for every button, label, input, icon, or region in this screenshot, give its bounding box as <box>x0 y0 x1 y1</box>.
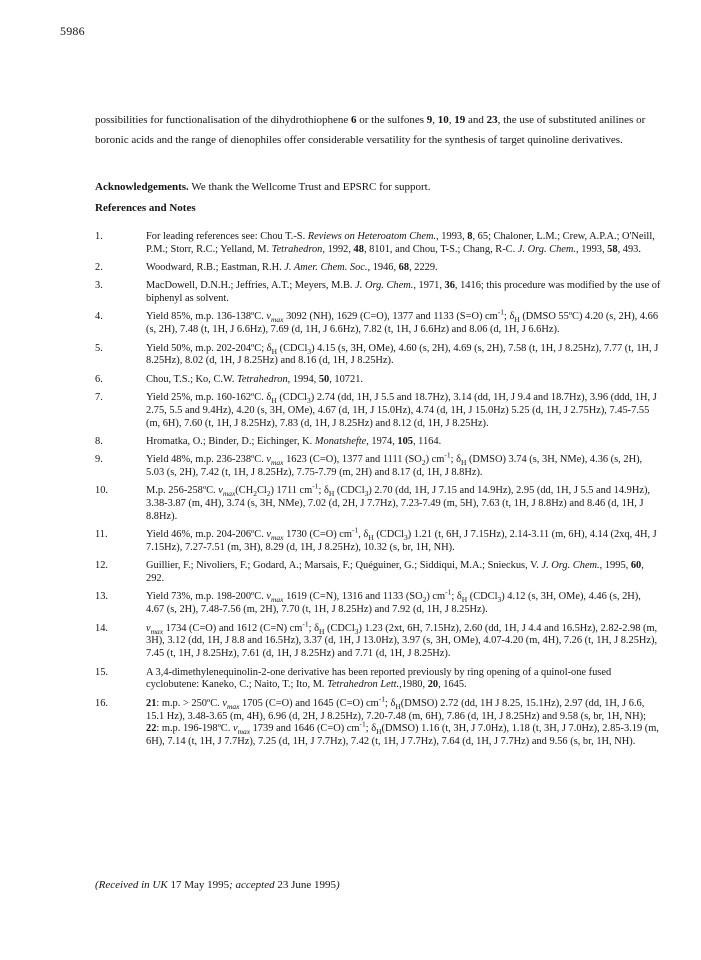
text-run: (DMSO) 3.74 (s, 3H, NMe), 4.36 (s, 2H), 5.03 (s, 2H), 7.42 (t, 1H, J 8.25Hz), 7.75-7.79 (m, 2H) and 8.17 (d, 1H, J 8.8Hz). <box>146 454 643 478</box>
text-run: Yield 73%, m.p. 198-200ºC. <box>146 591 267 603</box>
superscript: -1 <box>444 450 451 460</box>
reference-number: 14. <box>95 622 108 634</box>
text-run: , <box>358 529 364 541</box>
subscript: max <box>271 533 284 543</box>
reference-number: 10. <box>95 485 108 497</box>
reference-number: 7. <box>95 391 103 403</box>
compound-ref: 6 <box>351 114 357 126</box>
delta-symbol: δ <box>266 342 272 354</box>
reference-item <box>95 587 661 617</box>
text-run: , 2229. <box>409 262 438 274</box>
subscript: H <box>514 315 520 325</box>
superscript: -1 <box>497 307 504 317</box>
subscript: H <box>328 489 335 499</box>
delta-symbol: δ <box>314 622 319 634</box>
subscript: 3 <box>354 626 359 636</box>
subscript: H <box>271 395 277 405</box>
volume: 60 <box>630 560 642 572</box>
text-run: ) 2.74 (dd, 1H, J 5.5 and 18.7Hz), 3.14 (dd, 1H, J 9.4 and 18.7Hz), 3.96 (ddd, 1H, J 2.75, 5.5 and 9.4Hz), 4.20 (s, 3H, OMe), 4.67 (d, 1H, J 15.0Hz), 4.74 (d, 1H, J 15.0Hz) 5.25 (d, 1H, J 2.75Hz), 7.45-7.55 (m, 6H), 7.60 (t, 1H, J 8.25Hz), 7.83 (d, 1H, J 8.25Hz) and 8.12 (d, 1H, J 8.25Hz). <box>146 391 657 429</box>
delta-symbol: δ <box>363 529 369 541</box>
acknowledgements-text: We thank the Wellcome Trust and EPSRC for support. <box>188 181 431 193</box>
text-run: Yield 85%, m.p. 136-138ºC. <box>146 311 267 323</box>
delta-symbol: δ <box>390 697 396 709</box>
text-run: (DMSO) 2.72 (dd, 1H J 8.25, 15.1Hz), 2.97 (dd, 1H, J 6.6, 15.1 Hz), 3.48-3.65 (m, 4H), 6.96 (d, 2H, J 8.25Hz), 7.20-7.48 (m, 6H), 7.86 (d, 1H, J 8.25Hz) and 9.58 (s, br, 1H, NH); <box>146 697 646 722</box>
text-run: ) cm <box>425 454 445 466</box>
text-run: Woodward, R.B.; Eastman, R.H. <box>146 262 285 274</box>
journal-name: Monatshefte <box>314 435 367 447</box>
text-run: (CDCl <box>276 391 308 403</box>
volume: 36 <box>444 280 455 292</box>
volume: 68 <box>398 262 410 274</box>
text-run: (CDCl <box>277 342 308 354</box>
reference-item <box>95 694 661 750</box>
nu-symbol: ν <box>222 697 227 709</box>
subscript: 3 <box>307 395 311 405</box>
text-run: 1705 (C=O) and 1645 (C=O) cm <box>239 697 379 709</box>
text-run: ; <box>308 622 315 634</box>
reference-number: 9. <box>95 454 103 466</box>
journal-name: Tetrahedron Lett. <box>327 679 400 691</box>
compound-ref: 21 <box>146 697 157 709</box>
delta-symbol: δ <box>371 723 377 735</box>
text-run: ) <box>336 879 340 891</box>
text-run: , 1164. <box>412 435 442 447</box>
reference-item <box>95 307 661 337</box>
compound-ref: 19 <box>454 114 466 126</box>
reference-item <box>95 280 661 306</box>
subscript: H <box>461 595 468 605</box>
text-run: (CDCl <box>334 485 365 497</box>
delta-symbol: δ <box>509 311 515 323</box>
text-run: , 1993, <box>436 231 468 242</box>
superscript: -1 <box>445 587 452 597</box>
text-run: 1619 (C=N), 1316 and 1133 (SO <box>283 591 423 603</box>
journal-name: J. Org. Chem. <box>355 280 414 292</box>
text-run: ; <box>451 591 457 603</box>
subscript: max <box>237 727 251 737</box>
text-run: , 10721. <box>329 373 363 385</box>
subscript: 2 <box>422 595 427 605</box>
subscript: 3 <box>497 595 502 605</box>
nu-symbol: ν <box>232 723 238 735</box>
subscript: max <box>271 595 284 605</box>
text-run: , <box>432 114 438 126</box>
reference-item <box>95 343 661 369</box>
text-run: (CDCl <box>373 529 405 541</box>
subscript: 2 <box>421 458 426 468</box>
delta-symbol: δ <box>456 591 462 603</box>
text-run: , 1993, <box>576 243 608 255</box>
volume: 50 <box>318 373 330 385</box>
text-run: , the use of substituted anilines or boronic acids and the range of dienophiles offer considerable versatility for the synthesis of target quinoline derivatives. <box>95 114 646 146</box>
reference-number: 15. <box>95 666 108 678</box>
reference-item <box>95 392 661 431</box>
text-run: , 1992, <box>322 243 354 255</box>
text-run: Guillier, F.; Nivoliers, F.; Godard, A.; Marsais, F.; Quéguiner, G.; Siddiqui, M.A.; Snieckus, V. <box>146 560 542 572</box>
text-run: (CDCl <box>324 622 355 634</box>
accepted-date: 23 June 1995 <box>277 879 337 891</box>
intro-paragraph <box>95 110 661 150</box>
superscript: -1 <box>302 619 309 629</box>
text-run: Hromatka, O.; Binder, D.; Eichinger, K. <box>146 435 315 447</box>
text-run: ) 2.70 (dd, 1H, J 7.15 and 14.9Hz), 2.95 (dd, 1H, J 5.5 and 14.9Hz), 3.38-3.87 (m, 4H), 3.74 (s, 3H, NMe), 7.02 (d, 2H, J 7.7Hz), 7.23-7.49 (m, 5H), 7.63 (t, 1H, J 8.8Hz) and 8.46 (d, 1H, J 8.8Hz). <box>146 485 651 522</box>
nu-symbol: ν <box>266 454 272 466</box>
delta-symbol: δ <box>266 391 272 403</box>
text-run: 3092 (NH), 1629 (C=O), 1377 and 1133 (S=O) cm <box>283 311 498 323</box>
received-line <box>95 879 340 891</box>
reference-number: 1. <box>95 231 103 242</box>
reference-item <box>95 436 661 449</box>
text-run: ; <box>503 311 510 323</box>
text-run: (DMSO 55ºC) 4.20 (s, 2H), 4.66 (s, 2H), 7.48 (t, 1H, J 6.6Hz), 7.69 (d, 1H, J 6.6Hz), 7.82 (t, 1H, J 6.6Hz) and 8.06 (d, 1H, J 6.6Hz). <box>146 311 659 336</box>
text-run: Yield 50%, m.p. 202-204ºC; <box>146 342 267 354</box>
volume: 48 <box>353 243 364 255</box>
subscript: max <box>271 458 284 468</box>
text-run: For leading references see: Chou T.-S. <box>146 231 308 242</box>
superscript: -1 <box>312 481 319 491</box>
volume: 8 <box>467 231 473 242</box>
compound-ref: 23 <box>486 114 498 126</box>
delta-symbol: δ <box>323 485 329 497</box>
subscript: H <box>395 701 401 711</box>
text-run: , 1974, <box>366 435 398 447</box>
superscript: -1 <box>378 694 385 704</box>
text-run: MacDowell, D.N.H.; Jeffries, A.T.; Meyers, M.B. <box>146 280 356 292</box>
text-run: ; <box>365 723 372 735</box>
subscript: 3 <box>404 533 408 543</box>
text-run: 1739 and 1646 (C=O) cm <box>250 723 360 735</box>
journal-name: Tetrahedron <box>271 243 323 255</box>
text-run: ) 1.21 (t, 6H, J 7.15Hz), 2.14-3.11 (m, 6H), 4.14 (2xq, 4H, J 7.15Hz), 7.27-7.51 (m, 3H), 8.29 (d, 1H, J 8.25Hz), 10.32 (s, br, 1H, NH). <box>146 529 657 554</box>
reference-number: 4. <box>95 311 103 323</box>
reference-number: 3. <box>95 280 103 292</box>
journal-name: J. Org. Chem. <box>517 243 576 255</box>
reference-number: 2. <box>95 262 103 274</box>
reference-number: 8. <box>95 435 103 447</box>
nu-symbol: ν <box>266 529 272 541</box>
superscript: -1 <box>351 525 359 535</box>
subscript: H <box>271 346 278 356</box>
text-run: ) 4.15 (s, 3H, OMe), 4.60 (s, 2H), 4.69 (s, 2H), 7.58 (t, 1H, J 8.25Hz), 7.77 (t, 1H, J 8.25Hz), 8.02 (d, 1H, J 8.25Hz) and 8.16 (d, 1H, J 8.25Hz). <box>146 342 659 367</box>
text-run: ) 4.12 (s, 3H, OMe), 4.46 (s, 2H), 4.67 (s, 2H), 7.48-7.56 (m, 2H), 7.70 (t, 1H, J 8.25Hz) and 7.92 (d, 1H, J 8.25Hz). <box>146 591 641 616</box>
compound-ref: 22 <box>146 723 157 735</box>
text-run: 1623 (C=O), 1377 and 1111 (SO <box>283 454 422 466</box>
delta-symbol: δ <box>456 454 461 466</box>
reference-number: 13. <box>95 591 108 603</box>
journal-name: Tetrahedron <box>237 373 288 385</box>
subscript: 2 <box>266 489 271 499</box>
text-run: or the sulfones <box>356 114 427 126</box>
text-run: Yield 46%, m.p. 204-206ºC. <box>146 529 267 541</box>
reference-item <box>95 262 661 275</box>
text-run: , 65; Chaloner, L.M.; Crew, A.P.A.; O'Neill, P.M.; Storr, R.C.; Yelland, M. <box>146 231 655 255</box>
text-run: ) 1.23 (2xt, 6H, 7.15Hz), 2.60 (dd, 1H, J 4.4 and 16.5Hz), 2.82-2.98 (m, 3H), 3.12 (dd, 1H, J 8.8 and 16.5Hz), 3.37 (d, 1H, J 13.0Hz), 3.97 (s, 3H, OMe), 4.07-4.20 (m, 4H), 7.26 (t, 1H, J 8.25Hz), 7.45 (t, 1H, J 8.25Hz), 7.61 (d, 1H, J 8.25Hz) and 7.71 (d, 1H, J 8.25Hz). <box>146 622 658 660</box>
subscript: 2 <box>253 489 257 499</box>
reference-number: 6. <box>95 373 103 385</box>
text-run: , 1946, <box>367 262 399 274</box>
text-run: Yield 25%, m.p. 160-162ºC. <box>146 391 267 403</box>
journal-name: Reviews on Heteroatom Chem. <box>307 231 437 242</box>
subscript: max <box>226 701 240 711</box>
subscript: H <box>460 458 467 468</box>
reference-item <box>95 231 661 257</box>
reference-number: 16. <box>95 697 108 709</box>
volume: 105 <box>397 435 413 447</box>
text-run: A 3,4-dimethylenequinolin-2-one derivative has been reported previously by ring opening of a quinol-one fused cyclobutene: Kaneko, C.; Naito, T.; Ito, M. <box>146 666 612 691</box>
text-run: Yield 48%, m.p. 236-238ºC. <box>146 454 267 466</box>
volume: 58 <box>607 243 618 255</box>
reference-item <box>95 560 661 586</box>
text-run: (DMSO) 1.16 (t, 3H, J 7.0Hz), 1.18 (t, 3H, J 7.0Hz), 2.85-3.19 (m, 6H), 7.14 (t, 1H, J 7.7Hz), 7.25 (d, 1H, J 7.7Hz), 7.42 (t, 1H, J 7.7Hz), 7.64 (d, 1H, J 7.7Hz) and 9.56 (s, br, 1H, NH). <box>146 723 659 748</box>
text-run: (CDCl <box>467 591 498 603</box>
nu-symbol: ν <box>266 591 272 603</box>
page-number: 5986 <box>60 24 85 38</box>
text-run: , 292. <box>146 560 644 585</box>
text-run: M.p. 256-258ºC. <box>146 485 219 497</box>
text-run: , 1971, <box>413 280 445 292</box>
volume: 20 <box>427 679 439 691</box>
references-list <box>95 231 661 755</box>
text-run: Chou, T.S.; Ko, C.W. <box>146 373 238 385</box>
compound-ref: 10 <box>437 114 449 126</box>
text-run: ; accepted <box>229 879 278 891</box>
text-run: , 1995, <box>599 560 631 572</box>
received-date: 17 May 1995 <box>170 879 230 891</box>
text-run: ; <box>450 454 457 466</box>
text-run: and <box>465 114 487 126</box>
text-run: ) cm <box>426 591 446 603</box>
subscript: H <box>368 533 374 543</box>
text-run: (CH <box>235 485 254 497</box>
subscript: max <box>271 315 284 325</box>
nu-symbol: ν <box>218 485 223 497</box>
reference-number: 12. <box>95 560 108 572</box>
journal-name: J. Amer. Chem. Soc. <box>284 262 368 274</box>
superscript: -1 <box>359 719 366 729</box>
reference-item <box>95 481 661 524</box>
text-run: , 1994, <box>287 373 319 385</box>
reference-item <box>95 525 661 555</box>
text-run: , 1645. <box>438 679 467 691</box>
text-run: , 8101, and Chou, T-S.; Chang, R-C. <box>363 243 518 255</box>
subscript: max <box>222 489 236 499</box>
acknowledgements <box>95 179 661 195</box>
text-run: : m.p. > 250ºC. <box>156 697 223 709</box>
text-run: , 1416; this procedure was modified by the use of biphenyl as solvent. <box>146 280 661 305</box>
text-run: : m.p. 196-198ºC. <box>156 723 233 735</box>
journal-name: J. Org. Chem. <box>541 560 600 572</box>
nu-symbol: ν <box>266 311 272 323</box>
reference-item <box>95 667 661 693</box>
text-run: , <box>448 114 455 126</box>
subscript: 3 <box>364 489 369 499</box>
text-run: ,1980, <box>399 679 428 691</box>
text-run: 1730 (C=O) cm <box>283 529 352 541</box>
subscript: H <box>319 626 325 636</box>
nu-symbol: ν <box>146 622 151 634</box>
text-run: 1734 (C=O) and 1612 (C=N) cm <box>163 622 303 634</box>
text-run: , 493. <box>617 243 641 255</box>
reference-item <box>95 374 661 387</box>
text-run: ) 1711 cm <box>270 485 313 497</box>
reference-number: 5. <box>95 342 103 354</box>
acknowledgements-heading: Acknowledgements. <box>95 181 189 193</box>
compound-ref: 9 <box>426 114 433 126</box>
subscript: max <box>150 626 164 636</box>
text-run: ; <box>384 697 391 709</box>
reference-number: 11. <box>95 529 108 541</box>
reference-item <box>95 619 661 662</box>
references-heading: References and Notes <box>95 202 196 214</box>
text-run: possibilities for functionalisation of the dihydrothiophene <box>95 114 352 126</box>
subscript: H <box>376 727 382 737</box>
text-run: Cl <box>256 485 267 497</box>
subscript: 3 <box>307 346 312 356</box>
reference-item <box>95 450 661 480</box>
text-run: (Received in UK <box>95 879 171 891</box>
text-run: ; <box>318 485 324 497</box>
